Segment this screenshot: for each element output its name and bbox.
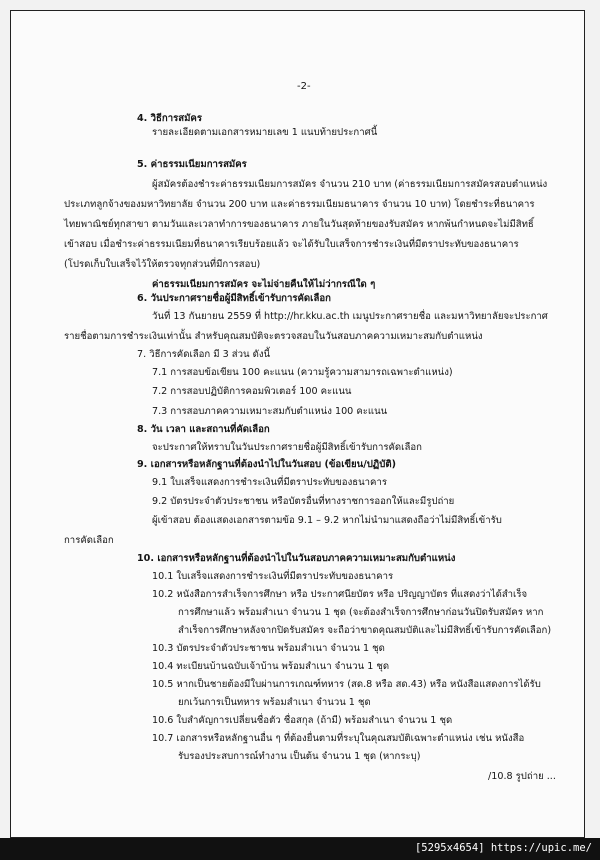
section-heading: ค่าธรรมเนียมการสมัคร จะไม่จ่ายคืนให้ไม่ว่ากรณีใด ๆ — [152, 279, 376, 290]
text-line: 10.2 หนังสือการสำเร็จการศึกษา หรือ ประกาศนียบัตร หรือ ปริญญาบัตร ที่แสดงว่าได้สำเร็จ — [152, 589, 528, 600]
text-line: 10.3 บัตรประจำตัวประชาชน พร้อมสำเนา จำนวน 1 ชุด — [152, 643, 385, 654]
text-line: สำเร็จการศึกษาหลังจากปิดรับสมัคร จะถือว่าขาดคุณสมบัติและไม่มีสิทธิ์เข้ารับการคัดเลือก) — [178, 625, 552, 636]
text-line: 7.2 การสอบปฏิบัติการคอมพิวเตอร์ 100 คะแนน — [152, 386, 352, 397]
text-line: วันที่ 13 กันยายน 2559 ที่ http://hr.kku.ac.th เมนูประกาศรายชื่อ และมหาวิทยาลัยจะประกาศ — [152, 311, 548, 322]
watermark-bar — [0, 838, 600, 860]
text-line: รายชื่อตามการชำระเงินเท่านั้น สำหรับคุณสมบัติจะตรวจสอบในวันสอบภาคความเหมาะสมกับตำแหน่ง — [64, 331, 483, 342]
section-heading: 4. วิธีการสมัคร — [137, 113, 203, 124]
page-number: -2- — [297, 81, 311, 92]
text-line: ไทยพาณิชย์ทุกสาขา ตามวันและเวลาทำการของธนาคาร ภายในวันสุดท้ายของรับสมัคร หากพ้นกำหนดจะไม่มีสิทธิ์ — [64, 219, 534, 230]
text-line: รายละเอียดตามเอกสารหมายเลข 1 แนบท้ายประกาศนี้ — [152, 127, 378, 138]
text-line: ผู้เข้าสอบ ต้องแสดงเอกสารตามข้อ 9.1 – 9.2 หากไม่นำมาแสดงถือว่าไม่มีสิทธิ์เข้ารับ — [152, 515, 502, 526]
text-line: เข้าสอบ เมื่อชำระค่าธรรมเนียมที่ธนาคารเรียบร้อยแล้ว จะได้รับใบเสร็จการชำระเงินที่มีตราประทับของธนาคาร — [64, 239, 519, 250]
text-line: 10.4 ทะเบียนบ้านฉบับเจ้าบ้าน พร้อมสำเนา จำนวน 1 ชุด — [152, 661, 390, 672]
text-line: จะประกาศให้ทราบในวันประกาศรายชื่อผู้มีสิทธิ์เข้ารับการคัดเลือก — [152, 442, 422, 453]
text-line: 10.1 ใบเสร็จแสดงการชำระเงินที่มีตราประทับของธนาคาร — [152, 571, 394, 582]
text-line: 7.1 การสอบข้อเขียน 100 คะแนน (ความรู้ความสามารถเฉพาะตำแหน่ง) — [152, 367, 453, 378]
text-line: /10.8 รูปถ่าย ... — [488, 771, 556, 782]
text-line: ผู้สมัครต้องชำระค่าธรรมเนียมการสมัคร จำนวน 210 บาท (ค่าธรรมเนียมการสมัครสอบตำแหน่ง — [152, 179, 548, 190]
section-heading: 6. วันประกาศรายชื่อผู้มีสิทธิ์เข้ารับการคัดเลือก — [137, 293, 331, 304]
text-line: 10.5 หากเป็นชายต้องมีใบผ่านการเกณฑ์ทหาร (สด.8 หรือ สด.43) หรือ หนังสือแสดงการได้รับ — [152, 679, 541, 690]
text-line: 10.6 ใบสำคัญการเปลี่ยนชื่อตัว ชื่อสกุล (ถ้ามี) พร้อมสำเนา จำนวน 1 ชุด — [152, 715, 453, 726]
text-line: 10.7 เอกสารหรือหลักฐานอื่น ๆ ที่ต้องยื่นตามที่ระบุในคุณสมบัติเฉพาะตำแหน่ง เช่น หนังสือ — [152, 733, 525, 744]
text-line: 9.1 ใบเสร็จแสดงการชำระเงินที่มีตราประทับของธนาคาร — [152, 477, 388, 488]
section-heading: 9. เอกสารหรือหลักฐานที่ต้องนำไปในวันสอบ (ข้อเขียน/ปฏิบัติ) — [137, 459, 396, 470]
text-line: ยกเว้นการเป็นทหาร พร้อมสำเนา จำนวน 1 ชุด — [178, 697, 371, 708]
text-line: รับรองประสบการณ์ทำงาน เป็นต้น จำนวน 1 ชุด (หากระบุ) — [178, 751, 421, 762]
text-line: การศึกษาแล้ว พร้อมสำเนา จำนวน 1 ชุด (จะต้องสำเร็จการศึกษาก่อนวันปิดรับสมัคร หาก — [178, 607, 544, 618]
text-line: 7. วิธีการคัดเลือก มี 3 ส่วน ดังนี้ — [137, 349, 271, 360]
text-line: (โปรดเก็บใบเสร็จไว้ให้ตรวจทุกส่วนที่มีการสอบ) — [64, 259, 261, 270]
section-heading: 5. ค่าธรรมเนียมการสมัคร — [137, 159, 247, 170]
section-heading: 10. เอกสารหรือหลักฐานที่ต้องนำไปในวันสอบภาคความเหมาะสมกับตำแหน่ง — [137, 553, 456, 564]
text-line: 9.2 บัตรประจำตัวประชาชน หรือบัตรอื่นที่ทางราชการออกให้และมีรูปถ่าย — [152, 496, 455, 507]
text-line: การคัดเลือก — [64, 535, 114, 546]
text-line: ประเภทลูกจ้างของมหาวิทยาลัย จำนวน 200 บาท และค่าธรรมเนียมธนาคาร จำนวน 10 บาท) โดยชำระที่ธนาคาร — [64, 199, 535, 210]
text-line: 7.3 การสอบภาคความเหมาะสมกับตำแหน่ง 100 คะแนน — [152, 406, 388, 417]
section-heading: 8. วัน เวลา และสถานที่คัดเลือก — [137, 424, 270, 435]
watermark-text: [5295x4654] https://upic.me/ — [414, 842, 592, 854]
